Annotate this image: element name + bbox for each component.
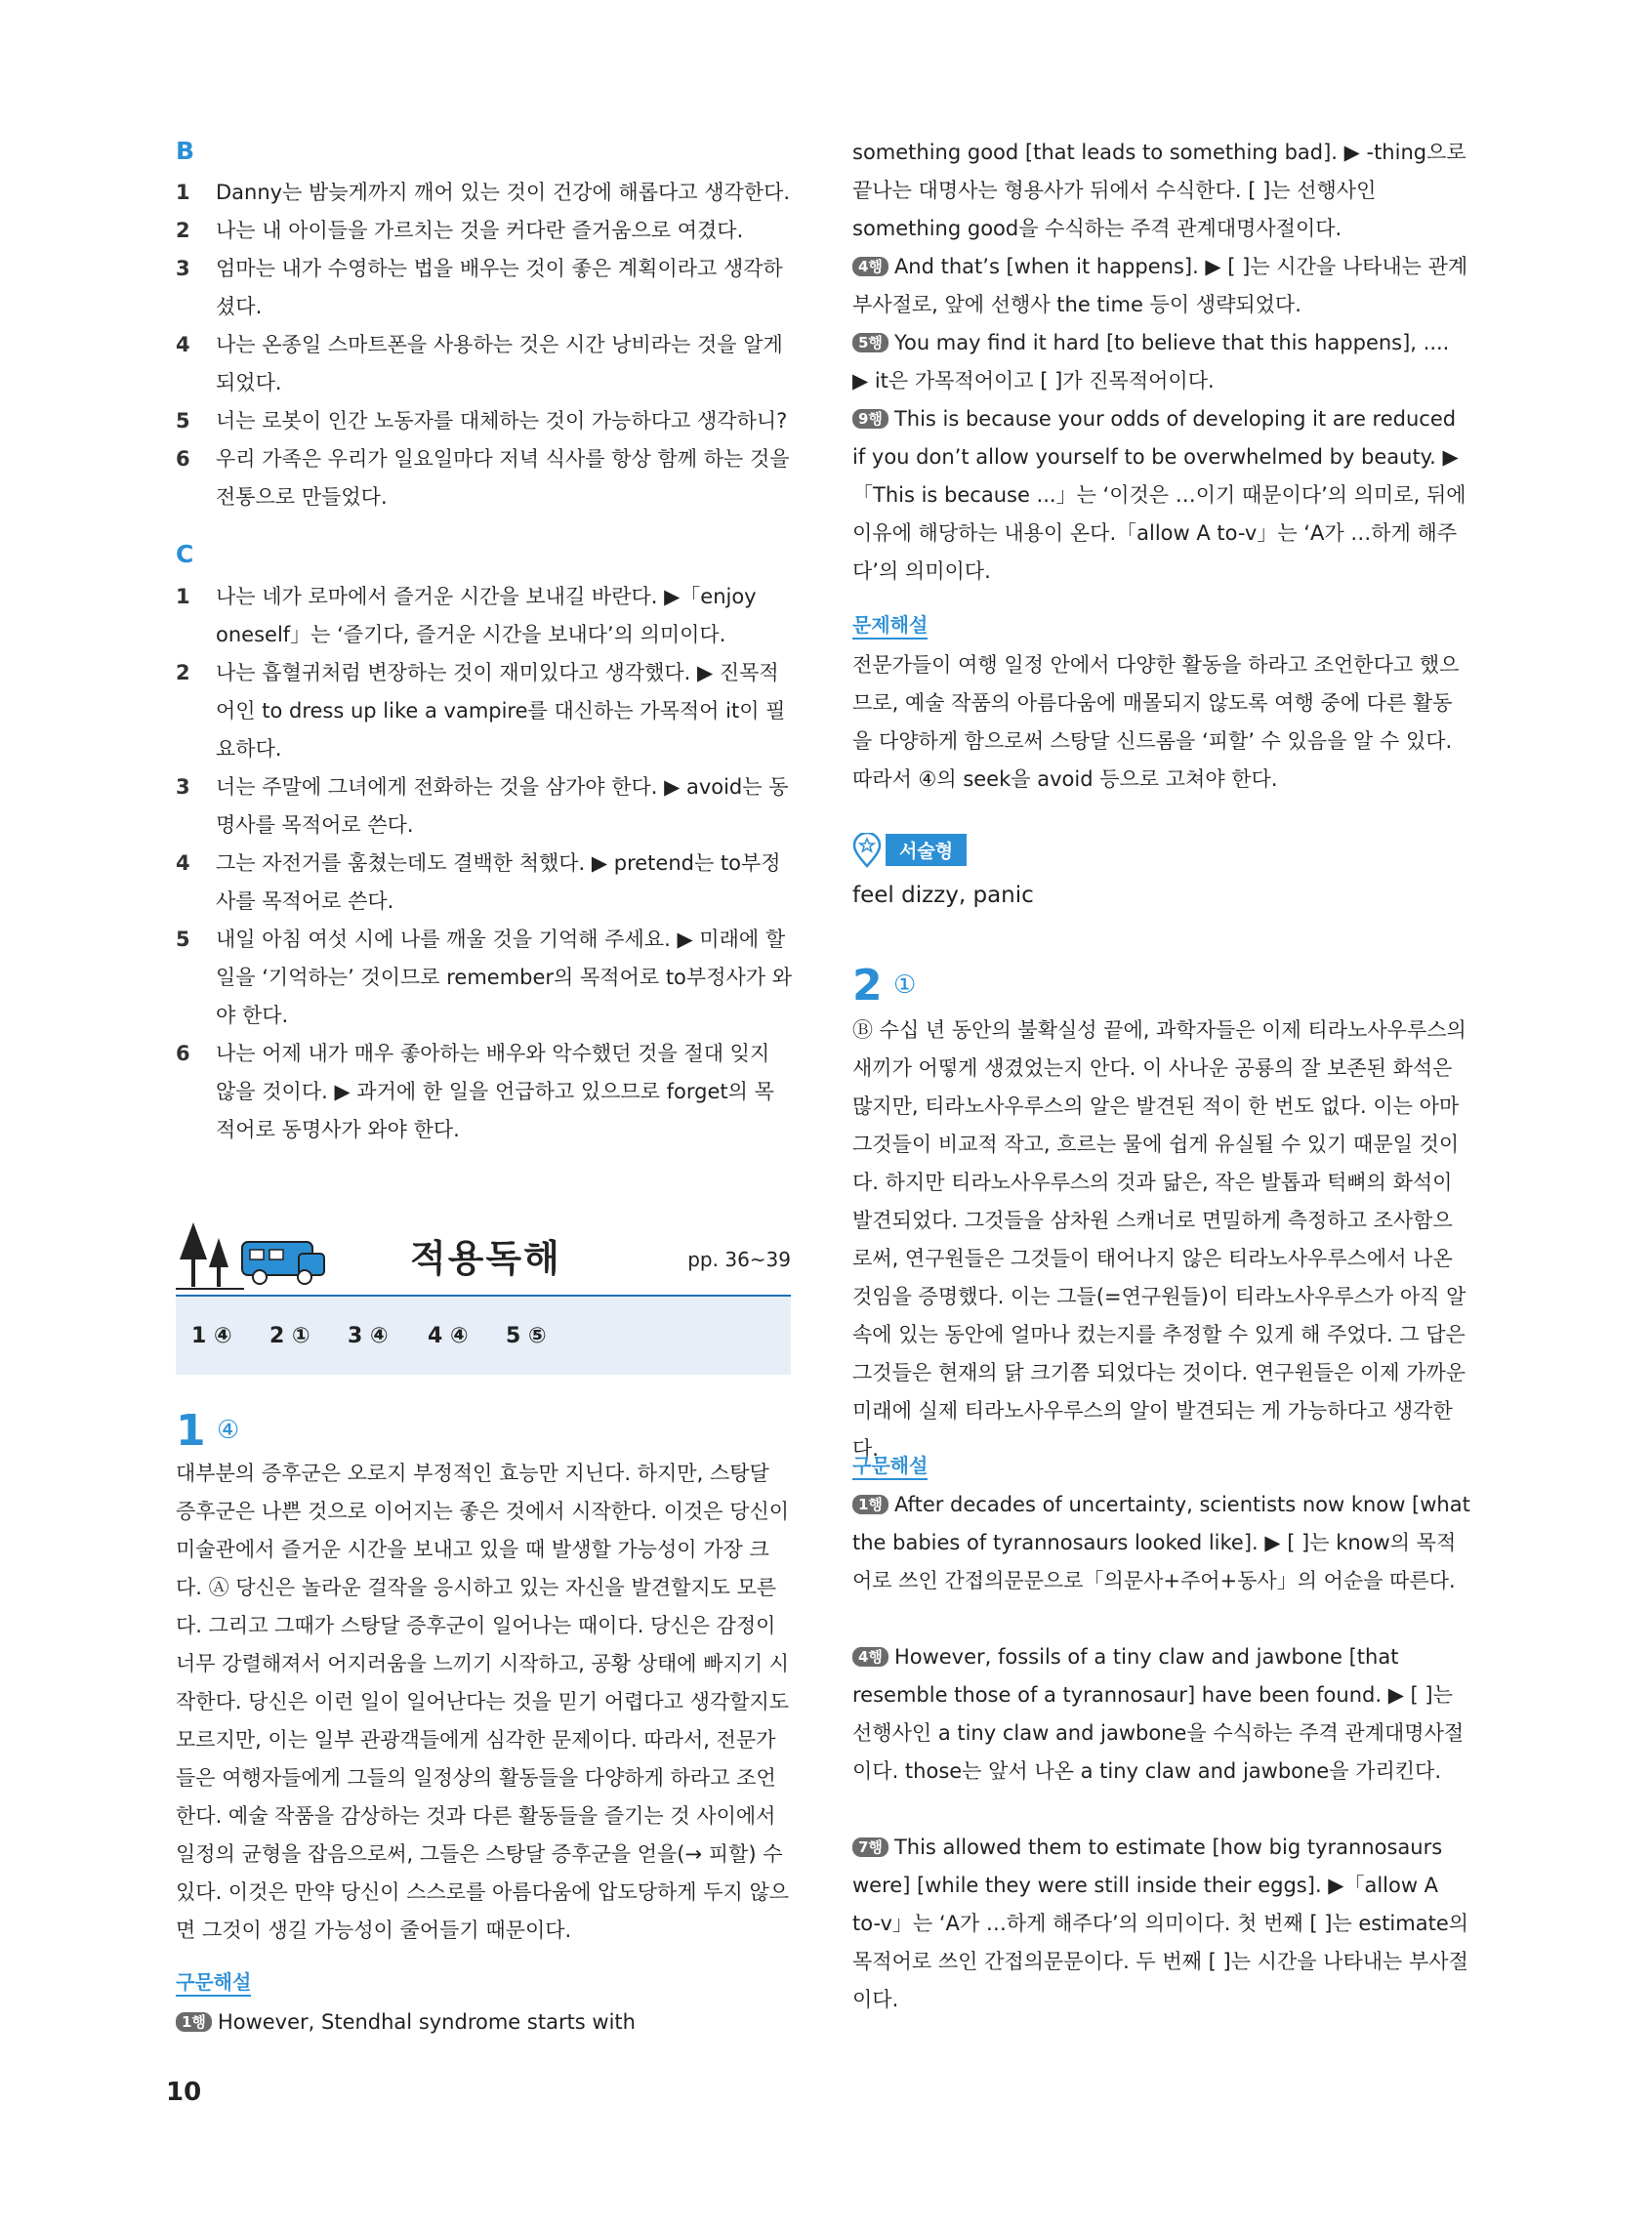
question-answer: ④ [217, 1416, 240, 1445]
translation-text: 대부분의 증후군은 오로지 부정적인 효능만 지닌다. 하지만, 스탕달 증후군은 나쁜 것으로 이어지는 좋은 것에서 시작한다. 이것은 당신이 미술관에서 즐거운 시간을 보내고 있을 때 발생할 가능성이 가장 크다. Ⓐ 당신은 놀라운 걸작을 응시하고 있는 자신을 발견할지도 모른다. 그리고 그때가 스탕달 증후군이 일어나는 때이다. 당신은 감정이 너무 강렬해져서 어지러움을 느끼기 시작하고, 공황 상태에 빠지기 시작한다. 당신은 이런 일이 일어난다는 것을 믿기 어렵다고 생각할지도 모르지만, 이는 일부 관광객들에게 심각한 문제이다. 따라서, 전문가들은 여행자들에게 그들의 일정상의 활동들을 다양하게 하라고 조언한다. 예술 작품을 감상하는 것과 다른 활동들을 즐기는 것 사이에서 일정의 균형을 잡음으로써, 그들은 스탕달 증후군을 얻을(→ 피할) 수 있다. 이것은 만약 당신이 스스로를 아름다움에 압도당하게 두지 않으면 그것이 생길 가능성이 줄어들기 때문이다. [176, 1462, 790, 1942]
item-text: 나는 네가 로마에서 즐거운 시간을 보내길 바란다. ▶「enjoy oneself」는 ‘즐기다, 즐거운 시간을 보내다’의 의미이다. [216, 585, 757, 646]
list-item [176, 212, 791, 250]
item-number: 5 [176, 928, 190, 951]
tree-icon [176, 1220, 244, 1299]
line-tag: 4행 [852, 1647, 888, 1667]
banner-title: 적용독해 [410, 1237, 561, 1280]
item-number: 1 [176, 585, 190, 608]
translation-text: Ⓑ 수십 년 동안의 불확실성 끝에, 과학자들은 이제 티라노사우루스의 새끼가 어떻게 생겼었는지 안다. 이 사나운 공룡의 잘 보존된 화석은 많지만, 티라노사우루스의 알은 발견된 적이 한 번도 없다. 이는 아마 그것들이 비교적 작고, 흐르는 물에 쉽게 유실될 수 있기 때문일 것이다. 하지만 티라노사우루스의 것과 닮은, 작은 발톱과 턱뼈의 화석이 발견되었다. 그것들을 삼차원 스캐너로 면밀하게 측정하고 조사함으로써, 연구원들은 그것들이 태어나지 않은 티라노사우루스에서 나온 것임을 증명했다. 이는 그들(=연구원들)이 티라노사우루스가 아직 알 속에 있는 동안에 얼마나 컸는지를 추정할 수 있게 해 주었다. 그 답은 그것들은 현재의 닭 크기쯤 되었다는 것이다. 연구원들은 이제 가까운 미래에 실제 티라노사우루스의 알이 발견되는 게 가능하다고 생각한다. [852, 1018, 1466, 1461]
answer-key: 3 ④ [348, 1324, 389, 1348]
item-text: 엄마는 내가 수영하는 법을 배우는 것이 좋은 계획이라고 생각하셨다. [216, 257, 783, 318]
item-number: 4 [176, 333, 190, 356]
list-item [176, 440, 791, 516]
item-text: 내일 아침 여섯 시에 나를 깨울 것을 기억해 주세요. ▶ 미래에 할 일을 ‘기억하는’ 것이므로 remember의 목적어로 to부정사가 와야 한다. [216, 928, 793, 1027]
answer-key: 4 ④ [428, 1324, 469, 1348]
list-item [176, 402, 791, 440]
grammar-note [852, 1829, 1470, 2019]
item-number: 6 [176, 447, 190, 471]
item-text: 나는 어제 내가 매우 좋아하는 배우와 악수했던 것을 절대 잊지 않을 것이다. ▶ 과거에 한 일을 언급하고 있으므로 forget의 목적어로 동명사가 와야 한다. [216, 1042, 774, 1141]
item-text: 나는 내 아이들을 가르치는 것을 커다란 즐거움으로 여겼다. [216, 219, 744, 242]
section-banner [176, 1218, 791, 1373]
item-number: 2 [176, 219, 190, 242]
item-text: 우리 가족은 우리가 일요일마다 저녁 식사를 항상 함께 하는 것을 전통으로 만들었다. [216, 447, 790, 509]
section-c-letter: C [176, 540, 194, 568]
grammar-text: You may find it hard [to believe that this happens], .... ▶ it은 가목적어이고 [ ]가 진목적어이다. [852, 331, 1450, 392]
list-item [176, 845, 791, 921]
grammar-text: However, Stendhal syndrome starts with [217, 2010, 636, 2034]
answer-key: 5 ⑤ [506, 1324, 547, 1348]
item-number: 3 [176, 775, 190, 799]
list-item [176, 921, 791, 1035]
question-answer: ① [893, 970, 917, 1000]
star-badge-icon [852, 833, 882, 868]
grammar-note [852, 1486, 1470, 1600]
grammar-note [852, 400, 1470, 591]
item-number: 6 [176, 1042, 190, 1065]
essay-answer: feel dizzy, panic [852, 883, 1034, 908]
item-text: 나는 흡혈귀처럼 변장하는 것이 재미있다고 생각했다. ▶ 진목적어인 to dress up like a vampire를 대신하는 가목적어 it이 필요하다. [216, 661, 786, 761]
solution-heading: 문제해설 [852, 612, 928, 640]
grammar-note [852, 324, 1470, 400]
grammar-text: And that’s [when it happens]. ▶ [ ]는 시간을 나타내는 관계부사절로, 앞에 선행사 the time 등이 생략되었다. [852, 255, 1468, 316]
item-text: 나는 온종일 스마트폰을 사용하는 것은 시간 낭비라는 것을 알게 되었다. [216, 333, 783, 394]
item-number: 4 [176, 851, 190, 875]
list-item [176, 1035, 791, 1149]
grammar-note [852, 1638, 1470, 1791]
line-tag: 5행 [852, 333, 888, 352]
item-text: Danny는 밤늦게까지 깨어 있는 것이 건강에 해롭다고 생각한다. [216, 181, 791, 204]
camper-van-icon [240, 1232, 328, 1291]
item-text: 그는 자전거를 훔쳤는데도 결백한 척했다. ▶ pretend는 to부정사를 목적어로 쓴다. [216, 851, 781, 913]
grammar-note [852, 248, 1470, 324]
answer-key: 2 ① [269, 1324, 310, 1348]
line-tag: 7행 [852, 1837, 888, 1857]
essay-badge: 서술형 [886, 834, 967, 866]
grammar-text: This is because your odds of developing it are reduced if you don’t allow yourself to be overwhelmed by beauty. ▶「This is because ...」는 ‘이것은 …이기 때문이다’의 의미로, 뒤에 이유에 해당하는 내용이 온다.「allow A to-v」는 ‘A가 …하게 해주다’의 의미이다. [852, 407, 1466, 583]
list-item [176, 326, 791, 402]
grammar-heading: 구문해설 [176, 1969, 251, 1997]
item-number: 2 [176, 661, 190, 684]
line-tag: 4행 [852, 257, 888, 276]
grammar-heading: 구문해설 [852, 1453, 928, 1480]
list-item [176, 174, 791, 212]
answer-key: 1 ④ [191, 1324, 232, 1348]
item-text: 너는 주말에 그녀에게 전화하는 것을 삼가야 한다. ▶ avoid는 동명사를 목적어로 쓴다. [216, 775, 789, 837]
grammar-text: This allowed them to estimate [how big tyrannosaurs were] [while they were still inside their eggs]. ▶「allow A to-v」는 ‘A가 …하게 해주다’의 의미이다. 첫 번째 [ ]는 estimate의 목적어로 쓰인 간접의문문이다. 두 번째 [ ]는 시간을 나타내는 부사절이다. [852, 1836, 1469, 2011]
answer-bar [176, 1295, 791, 1375]
item-number: 5 [176, 409, 190, 433]
banner-pages: pp. 36~39 [687, 1248, 791, 1271]
grammar-text: After decades of uncertainty, scientists now know [what the babies of tyrannosaurs looked like]. ▶ [ ]는 know의 목적어로 쓰인 간접의문문으로「의문사+주어+동사」의 어순을 따른다. [852, 1493, 1470, 1592]
solution-text: 전문가들이 여행 일정 안에서 다양한 활동을 하라고 조언한다고 했으므로, 예술 작품의 아름다움에 매몰되지 않도록 여행 중에 다른 활동을 다양하게 함으로써 스탕달 신드롬을 ‘피할’ 수 있음을 알 수 있다. 따라서 ④의 seek을 avoid 등으로 고쳐야 한다. [852, 653, 1460, 791]
item-number: 3 [176, 257, 190, 280]
list-item [176, 578, 791, 654]
line-tag: 9행 [852, 409, 888, 429]
question-number: 2 [852, 961, 883, 1011]
list-item [176, 250, 791, 326]
section-b-letter: B [176, 137, 195, 165]
list-item [176, 654, 791, 768]
question-number: 1 [176, 1406, 206, 1456]
list-item [176, 768, 791, 845]
line-tag: 1행 [176, 2012, 212, 2032]
line-tag: 1행 [852, 1495, 888, 1514]
grammar-note: something good [that leads to something bad]. ▶ -thing으로 끝나는 대명사는 형용사가 뒤에서 수식한다. [ ]는 선행사인 something good을 수식하는 주격 관계대명사절이다. [852, 141, 1466, 240]
grammar-note [176, 2003, 791, 2042]
page-number: 10 [166, 2078, 202, 2107]
grammar-text: However, fossils of a tiny claw and jawbone [that resemble those of a tyrannosaur] have been found. ▶ [ ]는 선행사인 a tiny claw and jawbone을 수식하는 주격 관계대명사절이다. those는 앞서 나온 a tiny claw and jawbone을 가리킨다. [852, 1645, 1465, 1783]
item-number: 1 [176, 181, 190, 204]
item-text: 너는 로봇이 인간 노동자를 대체하는 것이 가능하다고 생각하니? [216, 409, 788, 433]
